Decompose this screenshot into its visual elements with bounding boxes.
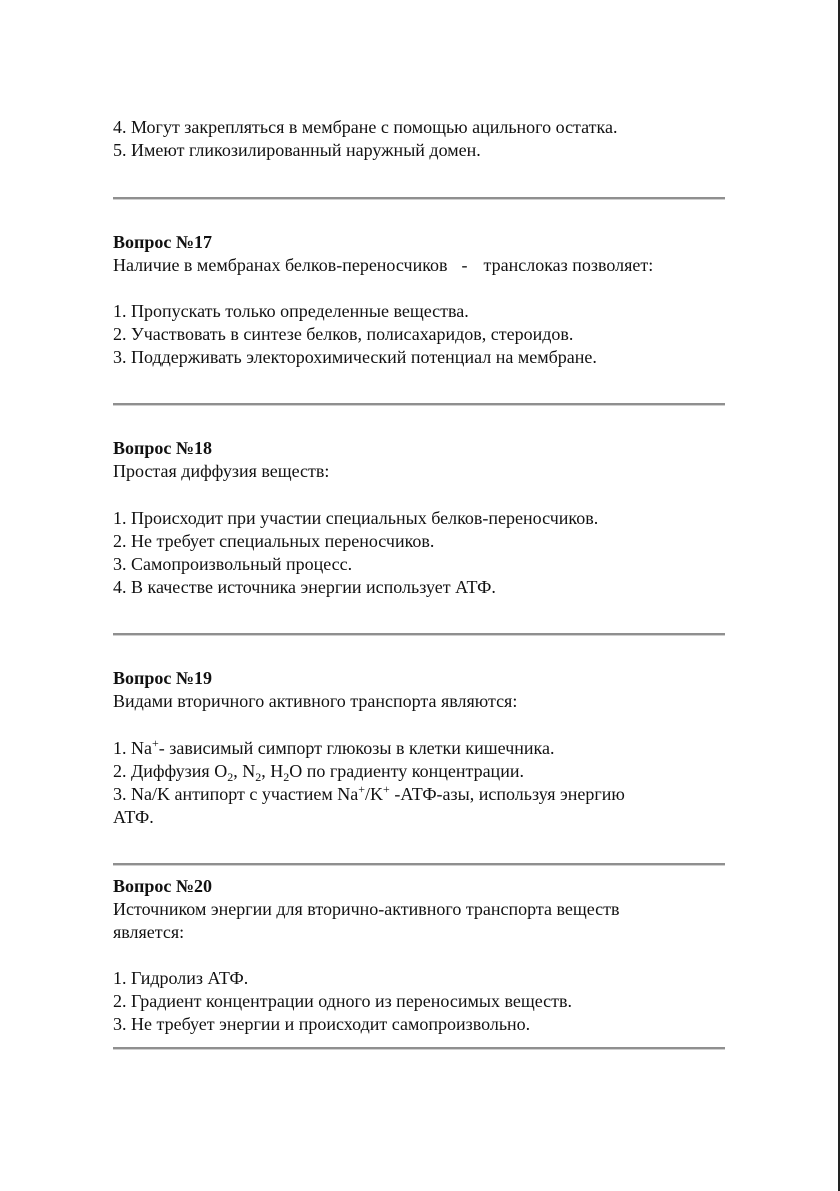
answer-option: 3. Самопроизвольный процесс. [113, 554, 353, 574]
answer-option: 4. В качестве источника энергии использует АТФ. [113, 577, 496, 597]
question-text [113, 254, 653, 276]
question-title: Вопрос №20 [113, 876, 212, 896]
subscript: 2 [227, 770, 234, 784]
answer-option: 3. Поддерживать электорохимический потенциал на мембране. [113, 347, 597, 367]
answer-text: , H [261, 761, 284, 781]
answer-option: 1. Гидролиз АТФ. [113, 968, 249, 988]
section-divider [113, 633, 725, 636]
answer-option: 3. Не требует энергии и происходит самопроизвольно. [113, 1014, 531, 1034]
answer-text: 1. Na [113, 738, 152, 758]
superscript: + [383, 782, 390, 796]
question-text-part: Наличие в мембранах белков-переносчиков [113, 255, 448, 275]
answer-option: 5. Имеют гликозилированный наружный домен. [113, 140, 481, 160]
subscript: 2 [283, 770, 290, 784]
answer-text: 3. Na/K антипорт с участием Na [113, 784, 359, 804]
answer-text: -АТФ-азы, используя энергию [389, 784, 625, 804]
answer-option: 2. Участвовать в синтезе белков, полисахаридов, стероидов. [113, 324, 574, 344]
answer-option: 2. Градиент концентрации одного из переносимых веществ. [113, 991, 573, 1011]
section-divider [113, 1047, 725, 1050]
section-divider [113, 403, 725, 406]
subscript: 2 [255, 770, 262, 784]
answer-option-continued: АТФ. [113, 807, 154, 827]
question-text-dash: - [461, 255, 468, 275]
question-text: Источником энергии для вторично-активного транспорта веществ [113, 899, 620, 919]
superscript: + [152, 736, 159, 750]
superscript: + [358, 782, 366, 796]
answer-option [113, 783, 625, 805]
answer-text: /K [365, 784, 384, 804]
question-text-part: транслоказ позволяет: [483, 255, 654, 275]
question-title: Вопрос №18 [113, 438, 212, 458]
question-text: Видами вторичного активного транспорта являются: [113, 691, 518, 711]
answer-option [113, 760, 524, 782]
answer-option: 2. Не требует специальных переносчиков. [113, 531, 435, 551]
answer-option: 1. Происходит при участии специальных белков-переносчиков. [113, 508, 599, 528]
answer-text: 2. Диффузия O [113, 761, 228, 781]
section-divider [113, 197, 725, 200]
answer-option: 4. Могут закрепляться в мембране с помощью ацильного остатка. [113, 117, 618, 137]
answer-option: 1. Пропускать только определенные вещества. [113, 301, 469, 321]
question-title: Вопрос №17 [113, 232, 212, 252]
section-divider [113, 863, 725, 866]
question-text: Простая диффузия веществ: [113, 461, 330, 481]
answer-text: - зависимый симпорт глюкозы в клетки кишечника. [158, 738, 555, 758]
answer-text: O по градиенту концентрации. [289, 761, 524, 781]
question-text-continued: является: [113, 922, 185, 942]
question-title: Вопрос №19 [113, 668, 212, 688]
answer-option [113, 737, 554, 759]
answer-text: , N [233, 761, 256, 781]
